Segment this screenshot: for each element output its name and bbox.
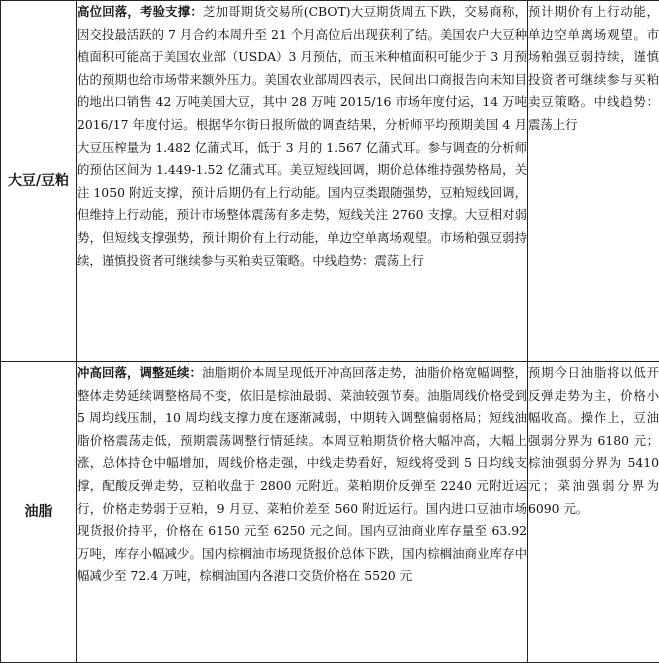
category-cell [1,1,77,362]
table-row [1,362,659,663]
analysis-text: 芝加哥期货交易所(CBOT)大豆期货周五下跌，交易商称，因交投最活跃的 7 月合约本周升至 21 个月高位后出现获利了结。美国农户大豆种植面积可能高于美国农业部（USDA）3 月预估，而玉米种植面积可能少于 3 月预估的预期也给市场带来额外压力。美国农业部周四表示，民间出口商报告向未知目的地出口销售 42 万吨美国大豆，其中 28 万吨 2015/16 市场年度付运，14 万吨 2016/17 年度付运。根据华尔街日报所做的调查结果，分析师平均预期美国 4 月大豆压榨量为 1.482 亿蒲式耳，低于 3 月的 1.567 亿蒲式耳。参与调查的分析师的预估区间为 1.449-1.52 亿蒲式耳。美豆短线回调，期价总体维持强势格局，关注 1050 附近支撑，预计后期仍有上行动能。国内豆类跟随强势，豆粕短线回调，但维持上行动能，预计市场整体震荡有多走势，短线关注 2760 支撑。大豆相对弱势，但短线支撑强势，预计期价有上行动能，单边空单离场观望。市场粕强豆弱持续，谨慎投资者可继续参与买粕卖豆策略。中线趋势：震荡上行 [77,4,527,268]
outlook-cell [528,362,659,663]
section-heading: 高位回落，考验支撑： [77,4,203,19]
category-label: 油脂 [25,504,53,520]
analysis-cell [77,1,528,362]
category-cell [1,362,77,663]
outlook-text: 预期今日油脂将以低开反弹走势为主，价格小幅收高。操作上，豆油强弱分界为 6180 元；棕油强弱分界为 5410 元；菜油强弱分界为 6090 元。 [528,365,659,516]
analysis-text: 油脂期价本周呈现低开冲高回落走势，油脂价格宽幅调整，整体走势延续调整格局不变，依旧是棕油最弱、菜油较强节奏。油脂周线价格受到 5 周均线压制，10 周均线支撑力度在逐渐减弱，中期转入调整偏弱格局；短线油脂价格震荡走低，预期震荡调整行情延续。本周豆粕期货价格大幅冲高，大幅上涨，总体持仓中幅增加，周线价格走强，中线走势看好，短线将受到 5 日均线支撑，配酸反弹走势，豆粕收盘于 2800 元附近。菜粕期价反弹至 2240 元附近运行，价格走势弱于豆粕，9 月豆、菜粕价差至 560 附近运行。国内进口豆油市场现货报价持平，价格在 6150 元至 6250 元之间。国内豆油商业库存量至 63.92 万吨，库存小幅减少。国内棕榈油市场现货报价总体下跌，国内棕榈油商业库存中幅减少至 72.4 万吨，棕榈油国内各港口交货价格在 5520 元 [77,365,527,583]
outlook-cell [528,1,659,362]
category-label: 大豆/豆粕 [8,173,69,189]
analysis-cell [77,362,528,663]
outlook-text: 预计期价有上行动能，单边空单离场观望。市场粕强豆弱持续，谨慎投资者可继续参与买粕卖豆策略。中线趋势：震荡上行 [528,4,659,132]
table-row [1,1,659,362]
section-heading: 冲高回落，调整延续： [77,365,202,380]
